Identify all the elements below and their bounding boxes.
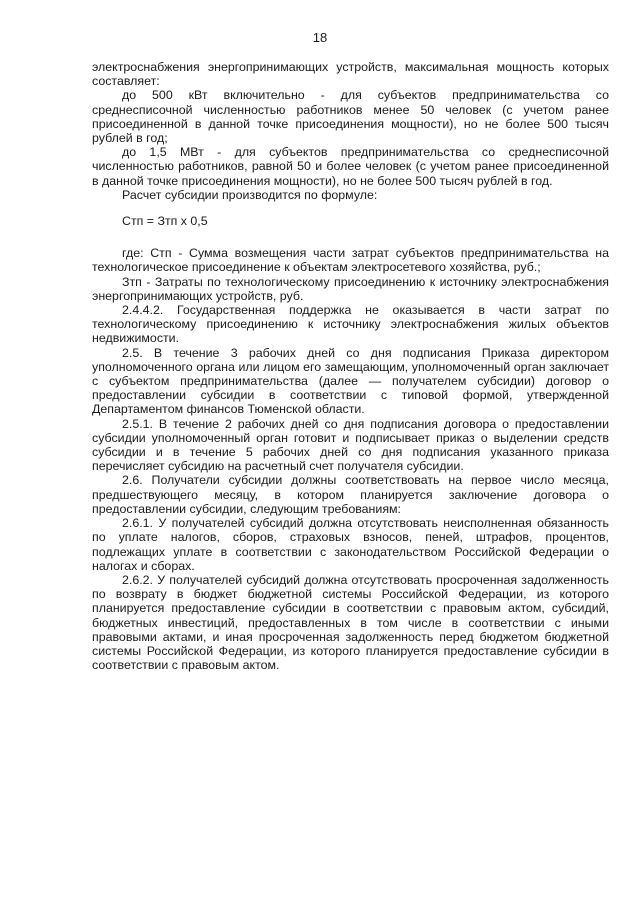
formula: Стп = Зтп х 0,5 — [122, 214, 208, 229]
paragraph-limit-1-5mw: до 1,5 МВт - для субъектов предпринимательства со среднесписочной численностью работников, равной 50 и более человек (с учетом ранее присоединенной в данной точке присоединения мощности), но не более 500 тысяч рублей в год. — [92, 145, 609, 188]
paragraph-ztp: Зтп - Затраты по технологическому присоединению к источнику электроснабжения энергопринимающих устройств, руб. — [92, 274, 609, 303]
paragraph-formula-intro: Расчет субсидии производится по формуле: — [122, 187, 378, 202]
paragraph-2-6-1: 2.6.1. У получателей субсидий должна отсутствовать неисполненная обязанность по уплате налогов, сборов, страховых взносов, пеней, штрафов, процентов, подлежащих уплате в соответствии с законодательством Российской Федерации о налогах и сборах. — [92, 516, 609, 573]
paragraph-2-6: 2.6. Получатели субсидии должны соответствовать на первое число месяца, предшествующего месяцу, в котором планируется заключение договора о предоставлении субсидии, следующим требованиям: — [92, 473, 609, 516]
paragraph-limit-500kw: до 500 кВт включительно - для субъектов предпринимательства со среднесписочной численностью работников менее 50 человек (с учетом ранее присоединенной в данной точке присоединения мощности), но не более 500 тысяч рублей в год; — [92, 88, 609, 146]
paragraph-2-4-4-2: 2.4.4.2. Государственная поддержка не оказывается в части затрат по технологическому присоединению к источнику электроснабжения жилых объектов недвижимости. — [92, 303, 609, 346]
paragraph-2-6-2: 2.6.2. У получателей субсидий должна отсутствовать просроченная задолженность по возврату в бюджет бюджетной системы Российской Федерации, из которого планируется предоставление субсидии в соответствии с правовым актом, субсидий, бюджетных инвестиций, предоставленных в том числе в соответствии с иными правовыми актами, и иная просроченная задолженность перед бюджетом бюджетной системы Российской Федерации, из которого планируется предоставление субсидии в соответствии с правовым актом. — [92, 572, 609, 673]
page-number: 18 — [312, 30, 328, 45]
document-body — [92, 60, 609, 672]
paragraph-2-5-1: 2.5.1. В течение 2 рабочих дней со дня подписания договора о предоставлении субсидии уполномоченный орган готовит и подписывает приказ о выделении средств субсидии и в течение 5 рабочих дней со дня подписания указанного приказа перечисляет субсидию на расчетный счет получателя субсидии. — [92, 416, 609, 474]
paragraph-where-stp: где: Стп - Сумма возмещения части затрат субъектов предпринимательства на технологическое присоединение к объектам электросетевого хозяйства, руб.; — [92, 246, 609, 275]
paragraph-continuation: электроснабжения энергопринимающих устройств, максимальная мощность которых составляет: — [92, 60, 609, 89]
paragraph-2-5: 2.5. В течение 3 рабочих дней со дня подписания Приказа директором уполномоченного органа или лицом его замещающим, уполномоченный орган заключает с субъектом предпринимательства (далее — получателем субсидии) договор о предоставлении субсидии в соответствии с типовой формой, утвержденной Департаментом финансов Тюменской области. — [92, 345, 609, 417]
